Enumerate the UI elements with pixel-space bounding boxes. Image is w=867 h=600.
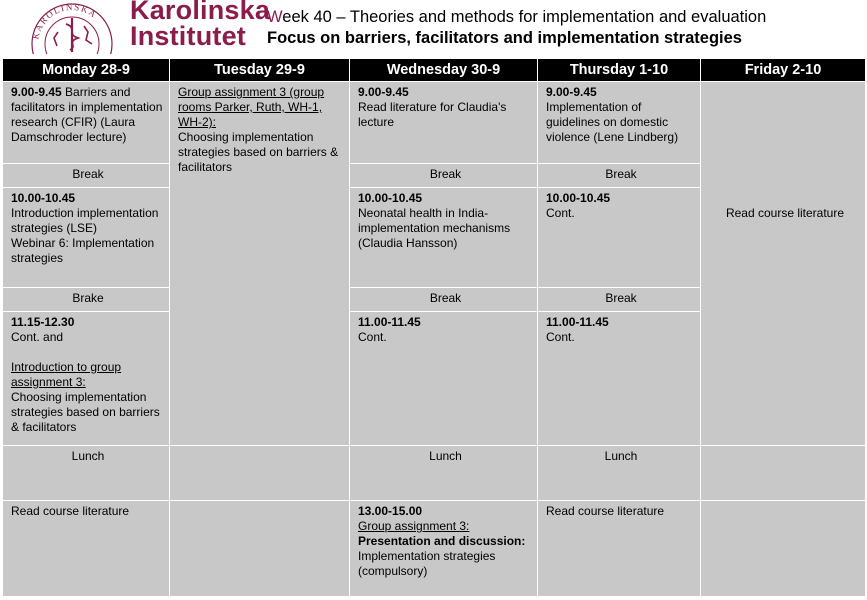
monday-s1-text: Barriers and facilitators in implementation research (CFIR) (Laura Damschroder lecture) [11,85,163,144]
monday-afternoon: Read course literature [3,501,170,597]
thursday-s3-text: Cont. [546,330,575,344]
thursday-session-1 [538,82,701,164]
focus-subtitle: Focus on barriers, facilitators and implementation strategies [267,29,742,47]
wednesday-s3-text: Cont. [358,330,387,344]
monday-session-3 [3,312,170,446]
monday-s3-line1: Cont. and [11,330,64,344]
tuesday-afternoon-empty [170,501,350,597]
monday-group-assignment-link[interactable]: Introduction to group assignment 3: [11,360,122,389]
thursday-s1-text: Implementation of guidelines on domestic violence (Lene Lindberg) [546,100,679,144]
monday-s2-line1: Introduction implementation strategies (LSE) [11,206,159,235]
schedule-table [2,58,866,597]
svg-text:KAROLINSKA: KAROLINSKA [30,1,100,41]
monday-session-1 [3,82,170,164]
thursday-s1-time: 9.00-9.45 [546,85,597,99]
col-header-wednesday: Wednesday 30-9 [350,59,538,82]
friday-text: Read course literature [725,206,845,220]
thursday-afternoon: Read course literature [538,501,701,597]
tuesday-text: Choosing implementation strategies based on barriers & facilitators [178,130,339,174]
wednesday-session-2 [350,188,538,288]
brand-line-1: Karolinska [130,0,271,25]
friday-session [701,82,866,446]
wednesday-session-3 [350,312,538,446]
wednesday-s1-text: Read literature for Claudia's lecture [358,100,507,129]
monday-session-2 [3,188,170,288]
wednesday-s3-time: 11.00-11.45 [358,315,421,329]
thursday-s3-time: 11.00-11.45 [546,315,609,329]
tuesday-session [170,82,350,446]
monday-break-1: Break [3,164,170,188]
monday-lunch: Lunch [3,446,170,501]
wednesday-s2-text: Neonatal health in India- implementation mechanisms (Claudia Hansson) [358,206,511,250]
wednesday-session-1 [350,82,538,164]
friday-afternoon-empty [701,501,866,597]
karolinska-seal-logo [26,0,118,54]
thursday-session-3 [538,312,701,446]
thursday-s2-text: Cont. [546,206,575,220]
monday-s1-time: 9.00-9.45 [11,85,62,99]
wednesday-group-assignment-link[interactable]: Group assignment 3: [358,519,470,533]
brand-wordmark [130,0,270,49]
monday-s3-time: 11.15-12.30 [11,315,75,329]
monday-break-2: Brake [3,288,170,312]
wednesday-session-4 [350,501,538,597]
wednesday-break-2: Break [350,288,538,312]
thursday-lunch: Lunch [538,446,701,501]
col-header-friday: Friday 2-10 [701,59,866,82]
monday-s3-line2: Choosing implementation strategies based on barriers & facilitators [11,390,160,434]
monday-s2-time: 10.00-10.45 [11,191,76,205]
col-header-thursday: Thursday 1-10 [538,59,701,82]
thursday-session-2 [538,188,701,288]
wednesday-s4-bold: Presentation and discussion: [358,534,526,548]
wednesday-s2-time: 10.00-10.45 [358,191,423,205]
monday-s2-line2: Webinar 6: Implementation strategies [11,236,155,265]
thursday-break-2: Break [538,288,701,312]
tuesday-group-assignment-link[interactable]: Group assignment 3 (group rooms Parker, Ruth, WH-1, WH-2): [178,85,325,129]
week-title-rest: eek 40 – Theories and methods for implementation and evaluation [282,8,767,26]
week-title [267,8,766,27]
col-header-monday: Monday 28-9 [3,59,170,82]
header-row [3,59,866,82]
col-header-tuesday: Tuesday 29-9 [170,59,350,82]
page-header [0,0,867,56]
week-title-initial: W [267,8,283,26]
friday-lunch-empty [701,446,866,501]
wednesday-lunch: Lunch [350,446,538,501]
wednesday-s1-time: 9.00-9.45 [358,85,409,99]
wednesday-break-1: Break [350,164,538,188]
brand-line-2: Institutet [130,21,246,51]
tuesday-lunch-empty [170,446,350,501]
thursday-s2-time: 10.00-10.45 [546,191,611,205]
wednesday-s4-text: Implementation strategies (compulsory) [358,549,496,578]
thursday-break-1: Break [538,164,701,188]
wednesday-s4-time: 13.00-15.00 [358,504,423,518]
